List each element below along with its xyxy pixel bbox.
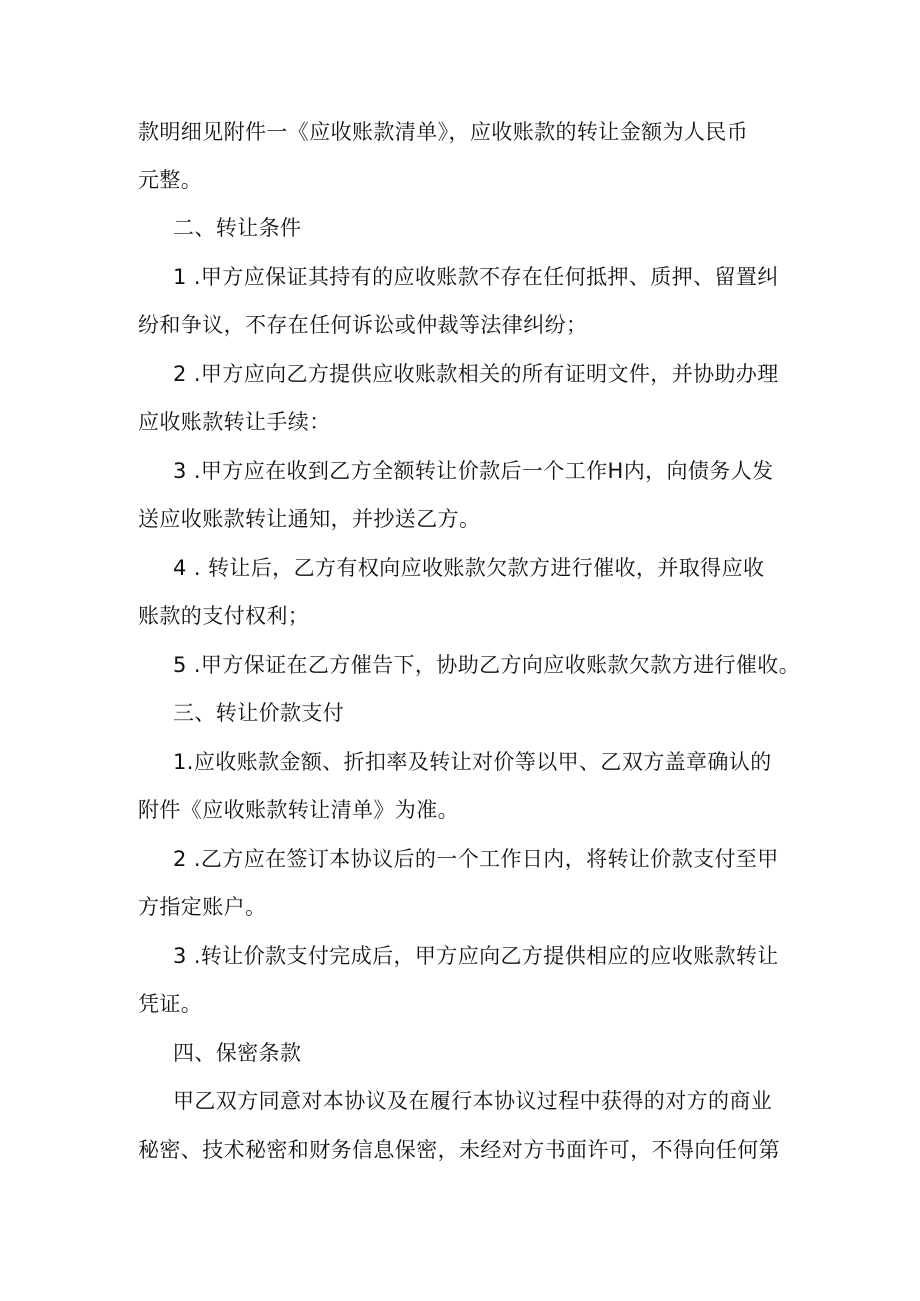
section-heading: 二、转让条件 (173, 216, 302, 240)
text-line: 3 .转让价款支付完成后，甲方应向乙方提供相应的应收账款转让 (173, 944, 779, 968)
text-line: 应收账款转让手续： (138, 410, 331, 434)
text-line: 甲乙双方同意对本协议及在履行本协议过程中获得的对方的商业 (173, 1089, 773, 1113)
text-line: 方指定账户。 (138, 895, 267, 919)
text-line: 2 .甲方应向乙方提供应收账款相关的所有证明文件，并协助办理 (173, 362, 779, 386)
text-line: 1.应收账款金额、折扣率及转让对价等以甲、乙双方盖章确认的 (173, 750, 772, 774)
section-heading: 四、保密条款 (173, 1041, 302, 1065)
text-line: 纷和争议，不存在任何诉讼或仲裁等法律纠纷； (138, 313, 588, 337)
text-line: 4 . 转让后，乙方有权向应收账款欠款方进行催收，并取得应收 (173, 556, 765, 580)
text-line: 款明细见附件一《应收账款清单》，应收账款的转让金额为人民币 (138, 120, 749, 144)
text-line: 1 .甲方应保证其持有的应收账款不存在任何抵押、质押、留置纠 (173, 265, 779, 289)
text-line: 送应收账款转让通知，并抄送乙方。 (138, 507, 481, 531)
section-heading: 三、转让价款支付 (173, 701, 345, 725)
text-line: 账款的支付权利； (138, 604, 310, 628)
text-line: 5 .甲方保证在乙方催告下，协助乙方向应收账款欠款方进行催收。 (173, 653, 801, 677)
text-line: 3 .甲方应在收到乙方全额转让价款后一个工作H内，向债务人发 (173, 459, 774, 483)
text-line: 附件《应收账款转让清单》为准。 (138, 798, 459, 822)
text-line: 秘密、技术秘密和财务信息保密，未经对方书面许可，不得向任何第 (138, 1138, 780, 1162)
text-line: 2 .乙方应在签订本协议后的一个工作日内，将转让价款支付至甲 (173, 847, 779, 871)
text-line: 凭证。 (138, 992, 203, 1016)
text-line: 元整。 (138, 168, 203, 192)
